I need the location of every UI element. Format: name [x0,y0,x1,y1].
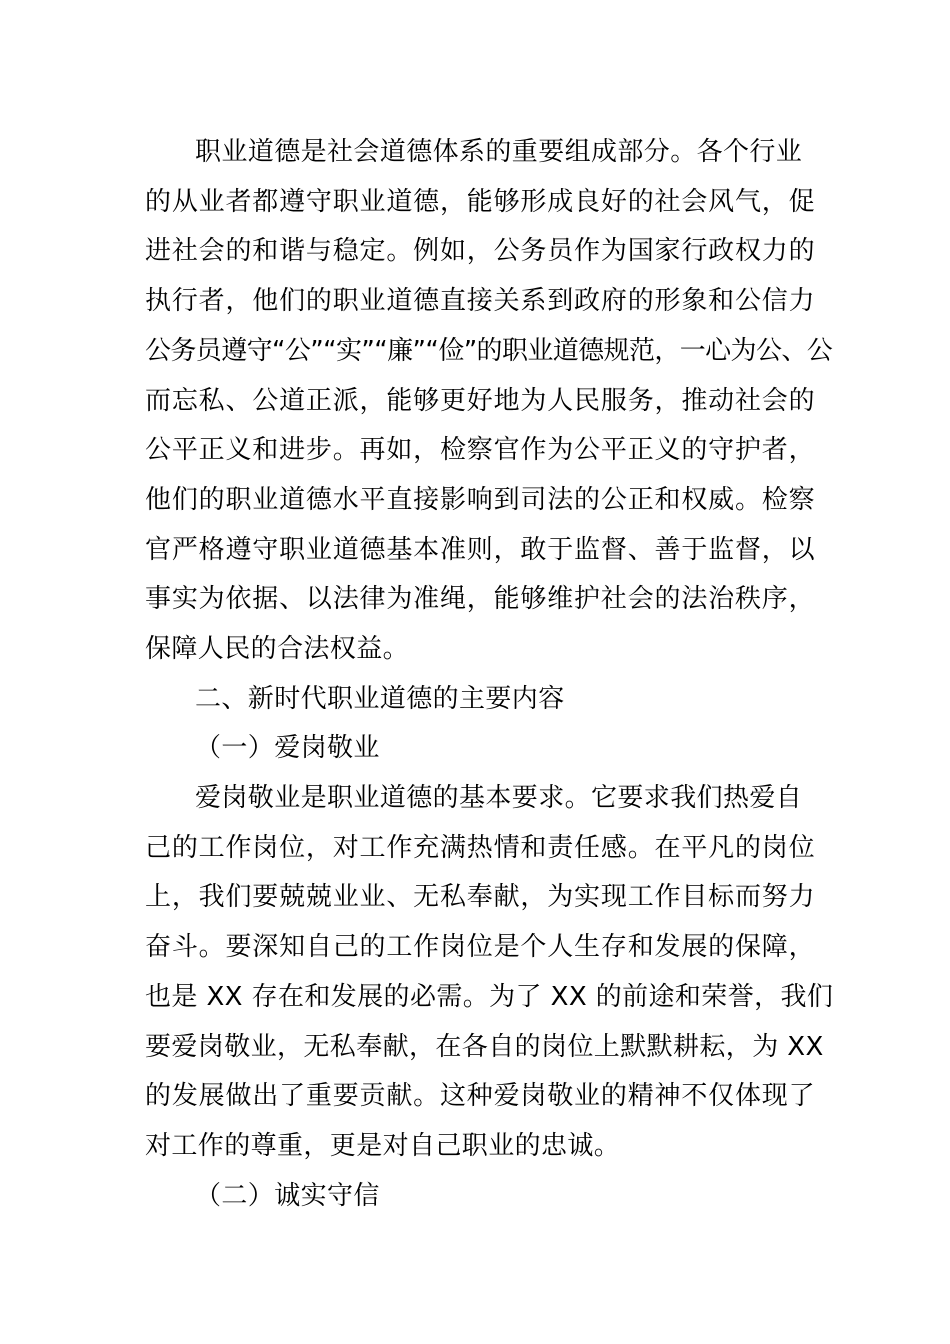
paragraph-2-line-2: 己的工作岗位，对工作充满热情和责任感。在平凡的岗位 [145,833,815,863]
paragraph-line-2: 的从业者都遵守职业道德，能够形成良好的社会风气，促 [145,187,815,217]
paragraph-2-line-7: 的发展做出了重要贡献。这种爱岗敬业的精神不仅体现了 [145,1081,815,1111]
paragraph-line-7: 公平正义和进步。再如，检察官作为公平正义的守护者， [145,435,815,465]
paragraph-line-4: 执行者，他们的职业道德直接关系到政府的形象和公信力 [145,286,815,316]
section-heading: 二、新时代职业道德的主要内容 [195,684,565,714]
paragraph-line-11: 保障人民的合法权益。 [145,634,410,664]
paragraph-line-5: 公务员遵守“公”“实”“廉”“俭”的职业道德规范，一心为公、公 [145,336,833,366]
paragraph-2-line-4: 奋斗。要深知自己的工作岗位是个人生存和发展的保障， [145,932,815,962]
subsection-heading-1: （一）爱岗敬业 [195,733,380,763]
paragraph-line-1: 职业道德是社会道德体系的重要组成部分。各个行业 [195,137,803,167]
paragraph-2-line-5: 也是 XX 存在和发展的必需。为了 XX 的前途和荣誉，我们 [145,982,834,1012]
paragraph-2-line-6: 要爱岗敬业，无私奉献，在各自的岗位上默默耕耘，为 XX [145,1032,824,1062]
paragraph-line-9: 官严格遵守职业道德基本准则，敢于监督、善于监督，以 [145,535,815,565]
paragraph-line-3: 进社会的和谐与稳定。例如，公务员作为国家行政权力的 [145,236,815,266]
paragraph-2-line-8: 对工作的尊重，更是对自己职业的忠诚。 [145,1131,621,1161]
subsection-heading-2: （二）诚实守信 [195,1181,380,1211]
paragraph-line-8: 他们的职业道德水平直接影响到司法的公正和权威。检察 [145,485,815,515]
paragraph-2-line-3: 上，我们要兢兢业业、无私奉献，为实现工作目标而努力 [145,882,815,912]
paragraph-line-6: 而忘私、公道正派，能够更好地为人民服务，推动社会的 [145,386,815,416]
paragraph-2-line-1: 爱岗敬业是职业道德的基本要求。它要求我们热爱自 [195,783,803,813]
paragraph-line-10: 事实为依据、以法律为准绳，能够维护社会的法治秩序， [145,584,815,614]
